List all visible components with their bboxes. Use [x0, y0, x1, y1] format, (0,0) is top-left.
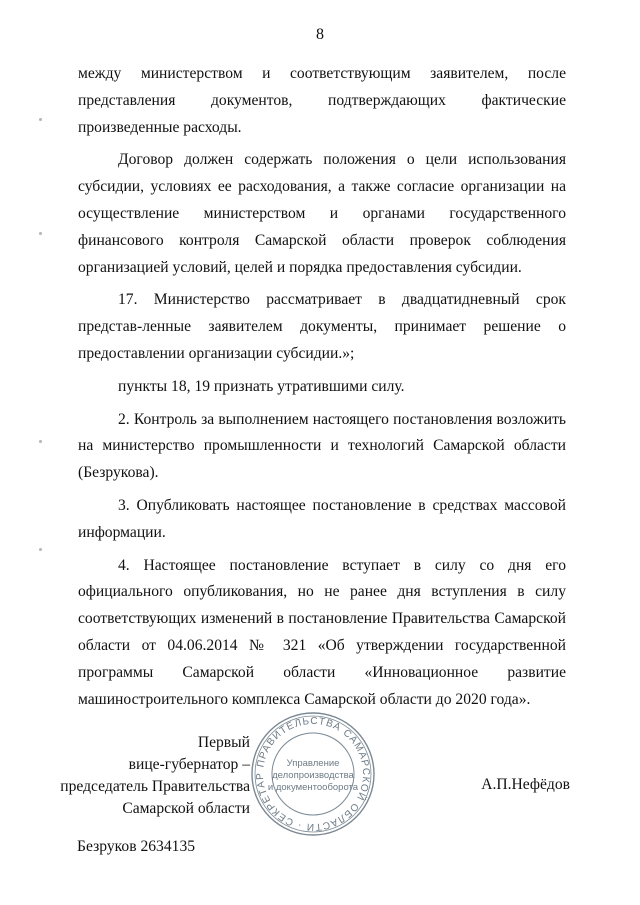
- stamp-center-line: делопроизводства: [272, 770, 354, 781]
- executor-note: Безруков 2634135: [77, 838, 196, 855]
- official-stamp: [249, 710, 377, 838]
- paragraph-item-2-control: 2. Контроль за выполнением настоящего постановления возложить на министерство промышленности и технологий Самарской области (Безрукова).: [78, 410, 566, 482]
- paragraph-contract-provisions: Договор должен содержать положения о цели использования субсидии, условиях ее расходования, а также согласие организации на осуществление министерством и органами государственного финансового контроля Самарской области проверок соблюдения организацией условий, целей и порядка предоставления субсидии.: [78, 151, 566, 276]
- paragraph-item-4-effective: 4. Настоящее постановление вступает в силу со дня его официального опубликования, но не ранее дня вступления в силу соответствующих изменений в постановление Правительства Самарской области от 04.06.2014 № 321 «Об утверждении государственной программы Самарской области «Инновационное развитие машиностроительного комплекса Самарской области до 2020 года».: [78, 556, 566, 708]
- paragraph-item-17: 17. Министерство рассматривает в двадцатидневный срок представ-ленные заявителем документы, принимает решение о предоставлении организации субсидии.»;: [78, 291, 566, 362]
- scan-mark: [39, 232, 42, 235]
- signatory-title-line: Первый: [197, 734, 250, 751]
- paragraph-continuation: между министерством и соответствующим заявителем, после представления документов, подтверждающих фактические произведенные расходы.: [78, 65, 566, 136]
- signatory-title-line: Самарской области: [122, 800, 250, 817]
- stamp-center-line: и документооборота: [267, 782, 359, 793]
- paragraph-item-3-publish: 3. Опубликовать настоящее постановление в средствах массовой информации.: [78, 496, 566, 541]
- stamp-ring-text: ПРАВИТЕЛЬСТВА САМАРСКОЙ ОБЛАСТИ · СЕКРЕТАР: [254, 715, 372, 833]
- signatory-title-line: вице-губернатор –: [128, 756, 250, 773]
- scan-mark: [39, 548, 42, 551]
- paragraph-items-18-19: пункты 18, 19 признать утратившими силу.: [118, 377, 405, 395]
- stamp-center-text: [249, 758, 377, 794]
- scan-mark: [39, 118, 42, 121]
- document-body: [78, 61, 566, 719]
- signatory-title-line: председатель Правительства: [60, 778, 250, 795]
- signatory-name: А.П.Нефёдов: [481, 776, 570, 793]
- page-number: 8: [316, 26, 324, 43]
- stamp-center-line: Управление: [286, 758, 340, 769]
- signatory-title: [60, 732, 250, 820]
- scan-mark: [39, 440, 42, 443]
